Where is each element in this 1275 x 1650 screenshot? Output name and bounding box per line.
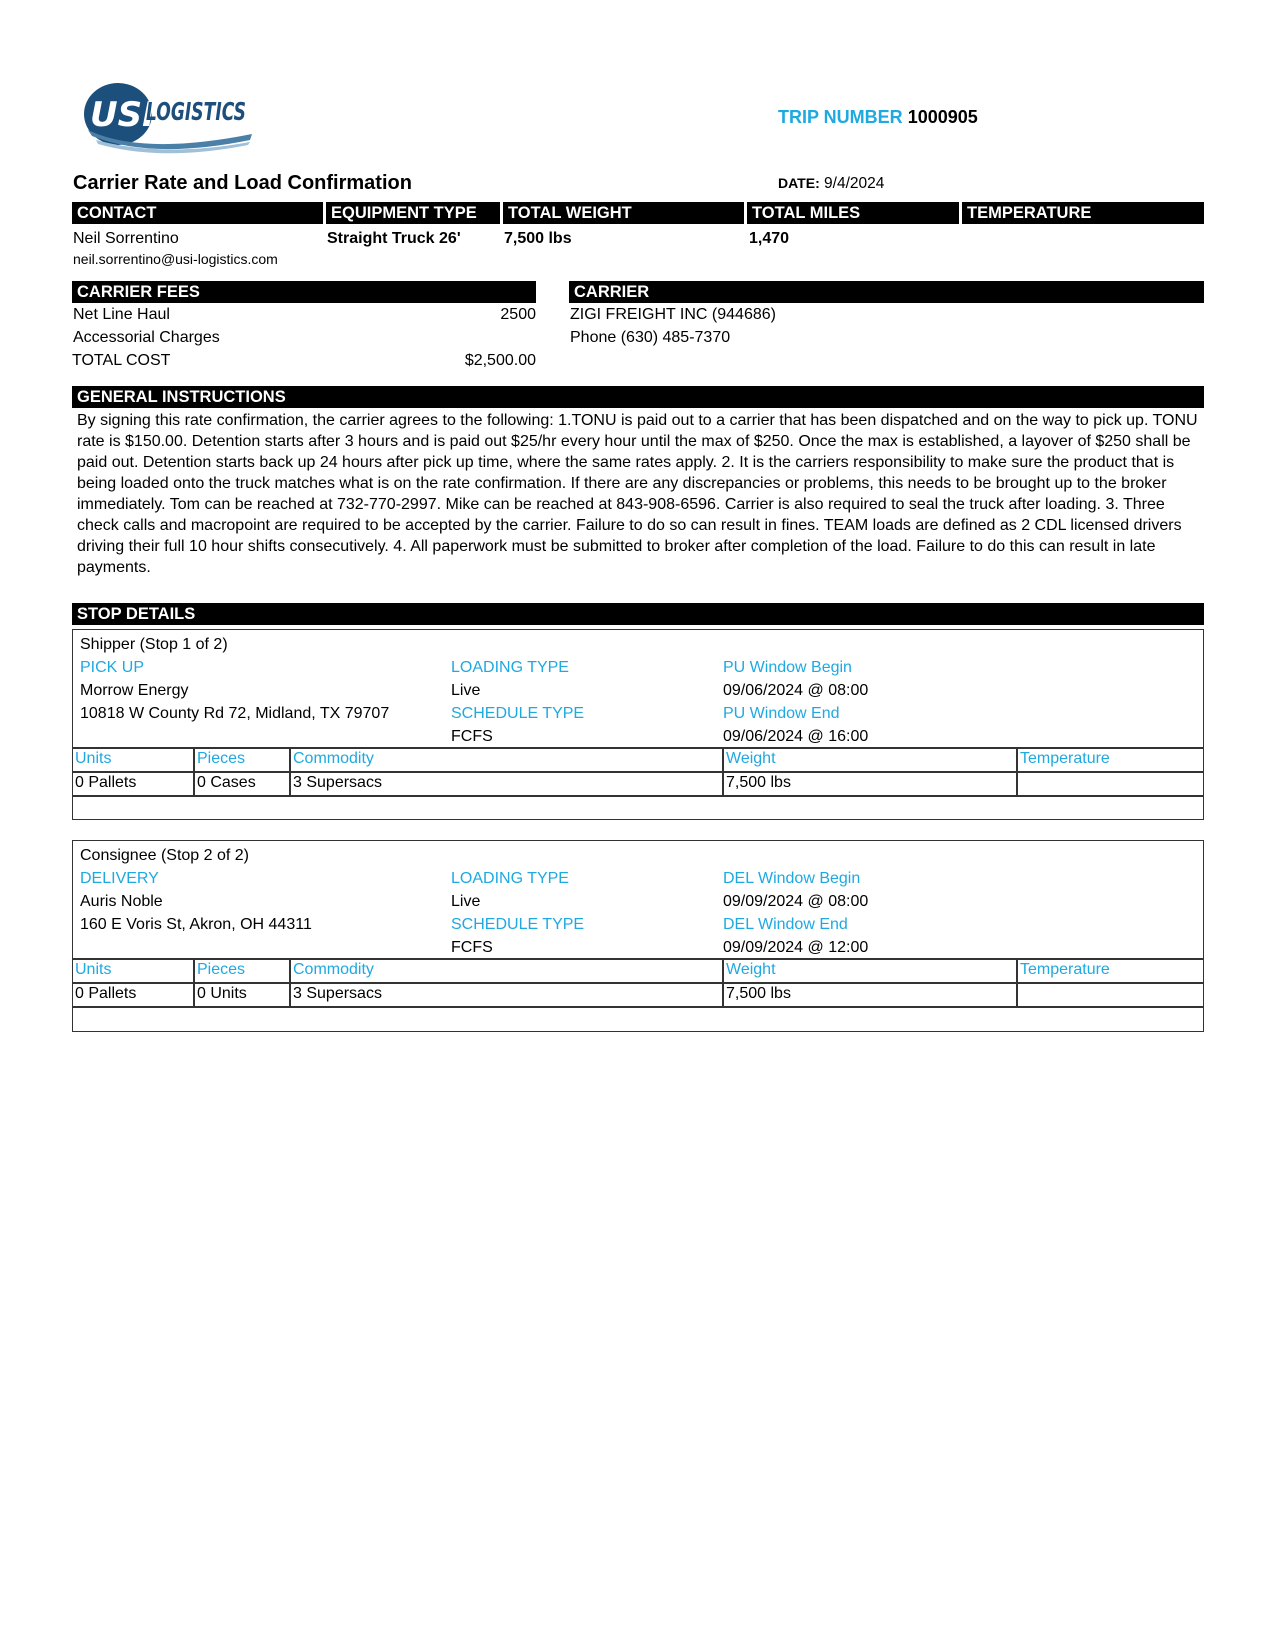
company-logo (82, 78, 257, 158)
fee-label-net-line-haul: Net Line Haul (73, 306, 170, 323)
header-carrier: CARRIER (569, 281, 1204, 303)
logo-text-usi: USI (90, 95, 155, 135)
cell-commodity: 3 Supersacs (293, 774, 382, 791)
stop-title: Shipper (Stop 1 of 2) (80, 636, 228, 653)
grid-divider (1016, 748, 1018, 795)
trip-number (778, 107, 978, 128)
header-stop-details: STOP DETAILS (72, 603, 1204, 625)
grid-line (73, 1006, 1203, 1008)
col-temperature: Temperature (1020, 750, 1110, 767)
col-temperature: Temperature (1020, 961, 1110, 978)
window-end-label: PU Window End (723, 705, 840, 722)
schedule-type-label: SCHEDULE TYPE (451, 916, 585, 933)
window-begin-label: DEL Window Begin (723, 870, 861, 887)
cell-units: 0 Pallets (75, 985, 137, 1002)
fee-label-total-cost: TOTAL COST (72, 352, 171, 369)
cell-weight: 7,500 lbs (726, 985, 791, 1002)
grid-line (73, 795, 1203, 797)
col-units: Units (75, 750, 112, 767)
header-equipment-type: EQUIPMENT TYPE (326, 202, 500, 224)
cell-temperature (1018, 772, 1020, 794)
logo-text-logistics: LOGISTICS (146, 97, 246, 126)
window-end-label: DEL Window End (723, 916, 848, 933)
grid-divider (1016, 959, 1018, 1006)
cell-commodity: 3 Supersacs (293, 985, 382, 1002)
header-contact: CONTACT (72, 202, 323, 224)
col-weight: Weight (726, 961, 776, 978)
commodity-row (73, 772, 1203, 794)
cell-pieces: 0 Units (197, 985, 247, 1002)
stop-address: 10818 W County Rd 72, Midland, TX 79707 (80, 705, 390, 722)
carrier-phone: Phone (630) 485-7370 (570, 329, 731, 346)
col-commodity: Commodity (293, 961, 374, 978)
trip-number-label: TRIP NUMBER (778, 107, 903, 127)
loading-type-label: LOADING TYPE (451, 659, 569, 676)
commodity-row (73, 983, 1203, 1005)
cell-units: 0 Pallets (75, 774, 137, 791)
header-general-instructions: GENERAL INSTRUCTIONS (72, 386, 1204, 408)
loading-type-value: Live (451, 682, 481, 699)
header-temperature: TEMPERATURE (962, 202, 1204, 224)
commodity-header-row (73, 748, 1203, 770)
grid-divider (722, 959, 724, 1006)
total-weight-value: 7,500 lbs (504, 230, 572, 247)
carrier-name: ZIGI FREIGHT INC (944686) (570, 306, 776, 323)
contact-name: Neil Sorrentino (73, 230, 179, 247)
commodity-header-row (73, 959, 1203, 981)
general-instructions-text: By signing this rate confirmation, the carrier agrees to the following: 1.TONU is paid out to a carrier that has been dispatched and on the way to pick up. TONU rate is $150.00. Detention starts after 3 hours and is paid out $25/hr every hour until the max of $250. Once the max is established, a layover of $250 shall be paid out. Detention starts back up 24 hours after pick up time, where the same rates apply. 2. It is the carriers responsibility to make sure the product that is being loaded onto the truck matches what is on the rate confirmation. If there are any discrepancies or problems, this needs to be brought up to the broker immediately. Tom can be reached at 732-770-2997. Mike can be reached at 843-908-6596. Carrier is also required to seal the truck after loading. 3. Three check calls and macropoint are required to be accepted by the carrier. Failure to do so can result in fines. TEAM loads are defined as 2 CDL licensed drivers driving their full 10 hour shifts consecutively. 4. All paperwork must be submitted to broker after completion of the load. Failure to do this can result in late payments. (77, 412, 1198, 576)
stop-type-label: DELIVERY (80, 870, 159, 887)
trip-number-value: 1000905 (907, 107, 978, 127)
grid-divider (193, 959, 195, 1006)
stop-address: 160 E Voris St, Akron, OH 44311 (80, 916, 312, 933)
col-units: Units (75, 961, 112, 978)
date-value: 9/4/2024 (824, 175, 885, 192)
col-commodity: Commodity (293, 750, 374, 767)
grid-divider (193, 748, 195, 795)
loading-type-label: LOADING TYPE (451, 870, 569, 887)
contact-email[interactable]: neil.sorrentino@usi-logistics.com (73, 251, 278, 267)
stop-location-name: Morrow Energy (80, 682, 189, 699)
cell-weight: 7,500 lbs (726, 774, 791, 791)
equipment-type-value: Straight Truck 26' (327, 230, 461, 247)
fee-value-total-cost: $2,500.00 (464, 352, 536, 369)
stop-type-label: PICK UP (80, 659, 145, 676)
window-begin-value: 09/06/2024 @ 08:00 (723, 682, 869, 699)
grid-divider (289, 959, 291, 1006)
col-pieces: Pieces (197, 961, 246, 978)
header-total-miles: TOTAL MILES (747, 202, 959, 224)
window-begin-label: PU Window Begin (723, 659, 852, 676)
document-date (778, 175, 884, 193)
window-end-value: 09/09/2024 @ 12:00 (723, 939, 869, 956)
date-label: DATE: (778, 175, 820, 191)
schedule-type-value: FCFS (451, 728, 493, 745)
stop-card-consignee (72, 840, 1204, 1032)
fee-label-accessorial: Accessorial Charges (73, 329, 220, 346)
page-title: Carrier Rate and Load Confirmation (73, 172, 412, 194)
total-miles-value: 1,470 (749, 230, 790, 247)
header-carrier-fees: CARRIER FEES (72, 281, 536, 303)
schedule-type-label: SCHEDULE TYPE (451, 705, 585, 722)
cell-pieces: 0 Cases (197, 774, 256, 791)
window-begin-value: 09/09/2024 @ 08:00 (723, 893, 869, 910)
header-total-weight: TOTAL WEIGHT (503, 202, 744, 224)
schedule-type-value: FCFS (451, 939, 493, 956)
grid-divider (722, 748, 724, 795)
fee-value-net-line-haul: 2500 (500, 306, 536, 323)
loading-type-value: Live (451, 893, 481, 910)
window-end-value: 09/06/2024 @ 16:00 (723, 728, 869, 745)
stop-card-shipper (72, 629, 1204, 820)
grid-divider (289, 748, 291, 795)
cell-temperature (1018, 983, 1020, 1005)
stop-title: Consignee (Stop 2 of 2) (80, 847, 249, 864)
col-weight: Weight (726, 750, 776, 767)
stop-location-name: Auris Noble (80, 893, 163, 910)
col-pieces: Pieces (197, 750, 246, 767)
